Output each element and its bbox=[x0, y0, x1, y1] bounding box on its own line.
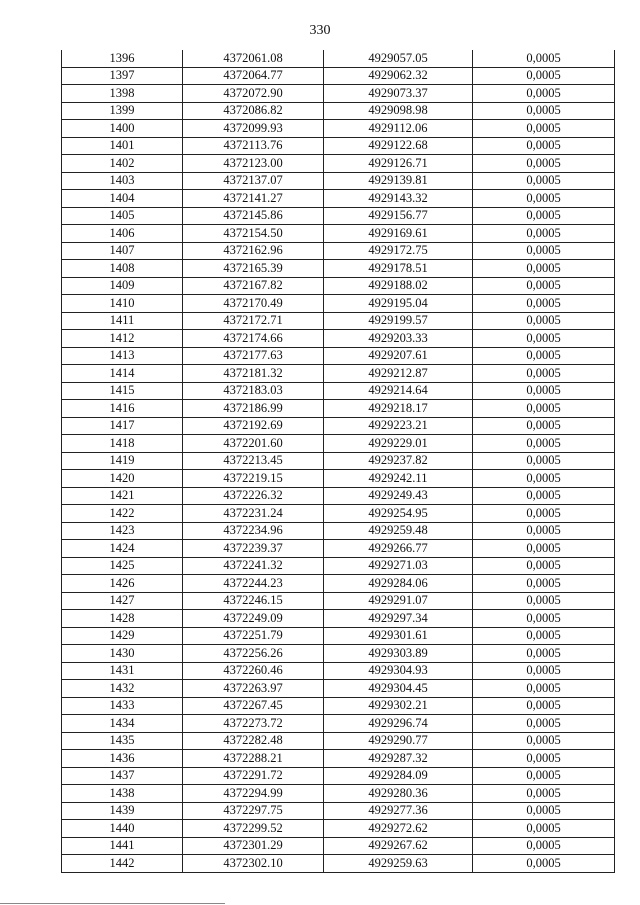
coordinates-table bbox=[61, 50, 615, 873]
point-number-cell: 1436 bbox=[62, 750, 183, 768]
point-number-cell: 1405 bbox=[62, 207, 183, 225]
point-number-cell: 1401 bbox=[62, 137, 183, 155]
point-number-cell: 1410 bbox=[62, 295, 183, 313]
table-row bbox=[62, 732, 615, 750]
y-coordinate-cell: 4929272.62 bbox=[324, 820, 473, 838]
table-row bbox=[62, 837, 615, 855]
y-coordinate-cell: 4929242.11 bbox=[324, 470, 473, 488]
y-coordinate-cell: 4929214.64 bbox=[324, 382, 473, 400]
value-cell: 0,0005 bbox=[473, 417, 615, 435]
x-coordinate-cell: 4372282.48 bbox=[183, 732, 324, 750]
table-row bbox=[62, 697, 615, 715]
point-number-cell: 1441 bbox=[62, 837, 183, 855]
x-coordinate-cell: 4372172.71 bbox=[183, 312, 324, 330]
table-row bbox=[62, 802, 615, 820]
x-coordinate-cell: 4372113.76 bbox=[183, 137, 324, 155]
y-coordinate-cell: 4929271.03 bbox=[324, 557, 473, 575]
point-number-cell: 1415 bbox=[62, 382, 183, 400]
x-coordinate-cell: 4372170.49 bbox=[183, 295, 324, 313]
x-coordinate-cell: 4372273.72 bbox=[183, 715, 324, 733]
point-number-cell: 1397 bbox=[62, 67, 183, 85]
value-cell: 0,0005 bbox=[473, 645, 615, 663]
x-coordinate-cell: 4372145.86 bbox=[183, 207, 324, 225]
point-number-cell: 1402 bbox=[62, 155, 183, 173]
x-coordinate-cell: 4372137.07 bbox=[183, 172, 324, 190]
table-row bbox=[62, 172, 615, 190]
x-coordinate-cell: 4372192.69 bbox=[183, 417, 324, 435]
point-number-cell: 1432 bbox=[62, 680, 183, 698]
y-coordinate-cell: 4929218.17 bbox=[324, 400, 473, 418]
y-coordinate-cell: 4929062.32 bbox=[324, 67, 473, 85]
table-row bbox=[62, 610, 615, 628]
table-row bbox=[62, 417, 615, 435]
value-cell: 0,0005 bbox=[473, 487, 615, 505]
x-coordinate-cell: 4372072.90 bbox=[183, 85, 324, 103]
table-row bbox=[62, 67, 615, 85]
point-number-cell: 1403 bbox=[62, 172, 183, 190]
x-coordinate-cell: 4372061.08 bbox=[183, 50, 324, 67]
x-coordinate-cell: 4372186.99 bbox=[183, 400, 324, 418]
table-row bbox=[62, 435, 615, 453]
table-row bbox=[62, 382, 615, 400]
value-cell: 0,0005 bbox=[473, 470, 615, 488]
y-coordinate-cell: 4929178.51 bbox=[324, 260, 473, 278]
point-number-cell: 1406 bbox=[62, 225, 183, 243]
value-cell: 0,0005 bbox=[473, 452, 615, 470]
point-number-cell: 1433 bbox=[62, 697, 183, 715]
value-cell: 0,0005 bbox=[473, 207, 615, 225]
table-row bbox=[62, 312, 615, 330]
y-coordinate-cell: 4929112.06 bbox=[324, 120, 473, 138]
value-cell: 0,0005 bbox=[473, 277, 615, 295]
y-coordinate-cell: 4929143.32 bbox=[324, 190, 473, 208]
value-cell: 0,0005 bbox=[473, 540, 615, 558]
y-coordinate-cell: 4929139.81 bbox=[324, 172, 473, 190]
y-coordinate-cell: 4929237.82 bbox=[324, 452, 473, 470]
point-number-cell: 1422 bbox=[62, 505, 183, 523]
y-coordinate-cell: 4929297.34 bbox=[324, 610, 473, 628]
x-coordinate-cell: 4372302.10 bbox=[183, 855, 324, 873]
value-cell: 0,0005 bbox=[473, 505, 615, 523]
y-coordinate-cell: 4929195.04 bbox=[324, 295, 473, 313]
point-number-cell: 1408 bbox=[62, 260, 183, 278]
point-number-cell: 1439 bbox=[62, 802, 183, 820]
x-coordinate-cell: 4372241.32 bbox=[183, 557, 324, 575]
table-row bbox=[62, 487, 615, 505]
y-coordinate-cell: 4929057.05 bbox=[324, 50, 473, 67]
value-cell: 0,0005 bbox=[473, 225, 615, 243]
table-row bbox=[62, 645, 615, 663]
y-coordinate-cell: 4929259.63 bbox=[324, 855, 473, 873]
y-coordinate-cell: 4929284.09 bbox=[324, 767, 473, 785]
value-cell: 0,0005 bbox=[473, 85, 615, 103]
y-coordinate-cell: 4929259.48 bbox=[324, 522, 473, 540]
table-row bbox=[62, 540, 615, 558]
value-cell: 0,0005 bbox=[473, 855, 615, 873]
point-number-cell: 1396 bbox=[62, 50, 183, 67]
x-coordinate-cell: 4372141.27 bbox=[183, 190, 324, 208]
point-number-cell: 1431 bbox=[62, 662, 183, 680]
table-row bbox=[62, 50, 615, 67]
value-cell: 0,0005 bbox=[473, 365, 615, 383]
y-coordinate-cell: 4929304.93 bbox=[324, 662, 473, 680]
table-row bbox=[62, 225, 615, 243]
value-cell: 0,0005 bbox=[473, 680, 615, 698]
value-cell: 0,0005 bbox=[473, 155, 615, 173]
y-coordinate-cell: 4929291.07 bbox=[324, 592, 473, 610]
table-row bbox=[62, 137, 615, 155]
x-coordinate-cell: 4372267.45 bbox=[183, 697, 324, 715]
table-row bbox=[62, 85, 615, 103]
table-row bbox=[62, 330, 615, 348]
point-number-cell: 1429 bbox=[62, 627, 183, 645]
table-row bbox=[62, 242, 615, 260]
y-coordinate-cell: 4929212.87 bbox=[324, 365, 473, 383]
value-cell: 0,0005 bbox=[473, 382, 615, 400]
y-coordinate-cell: 4929188.02 bbox=[324, 277, 473, 295]
value-cell: 0,0005 bbox=[473, 592, 615, 610]
y-coordinate-cell: 4929287.32 bbox=[324, 750, 473, 768]
table-row bbox=[62, 120, 615, 138]
x-coordinate-cell: 4372234.96 bbox=[183, 522, 324, 540]
x-coordinate-cell: 4372256.26 bbox=[183, 645, 324, 663]
y-coordinate-cell: 4929304.45 bbox=[324, 680, 473, 698]
x-coordinate-cell: 4372165.39 bbox=[183, 260, 324, 278]
value-cell: 0,0005 bbox=[473, 172, 615, 190]
point-number-cell: 1416 bbox=[62, 400, 183, 418]
value-cell: 0,0005 bbox=[473, 522, 615, 540]
x-coordinate-cell: 4372288.21 bbox=[183, 750, 324, 768]
value-cell: 0,0005 bbox=[473, 400, 615, 418]
point-number-cell: 1418 bbox=[62, 435, 183, 453]
page-bottom-rule bbox=[0, 903, 225, 904]
point-number-cell: 1411 bbox=[62, 312, 183, 330]
table-row bbox=[62, 295, 615, 313]
point-number-cell: 1412 bbox=[62, 330, 183, 348]
x-coordinate-cell: 4372244.23 bbox=[183, 575, 324, 593]
point-number-cell: 1404 bbox=[62, 190, 183, 208]
table-row bbox=[62, 715, 615, 733]
y-coordinate-cell: 4929122.68 bbox=[324, 137, 473, 155]
point-number-cell: 1409 bbox=[62, 277, 183, 295]
table-row bbox=[62, 452, 615, 470]
value-cell: 0,0005 bbox=[473, 120, 615, 138]
x-coordinate-cell: 4372086.82 bbox=[183, 102, 324, 120]
x-coordinate-cell: 4372201.60 bbox=[183, 435, 324, 453]
point-number-cell: 1428 bbox=[62, 610, 183, 628]
y-coordinate-cell: 4929207.61 bbox=[324, 347, 473, 365]
point-number-cell: 1399 bbox=[62, 102, 183, 120]
x-coordinate-cell: 4372299.52 bbox=[183, 820, 324, 838]
value-cell: 0,0005 bbox=[473, 610, 615, 628]
y-coordinate-cell: 4929303.89 bbox=[324, 645, 473, 663]
coordinates-table-body bbox=[62, 50, 615, 872]
x-coordinate-cell: 4372162.96 bbox=[183, 242, 324, 260]
point-number-cell: 1425 bbox=[62, 557, 183, 575]
y-coordinate-cell: 4929126.71 bbox=[324, 155, 473, 173]
page-number: 330 bbox=[309, 23, 331, 38]
y-coordinate-cell: 4929172.75 bbox=[324, 242, 473, 260]
point-number-cell: 1438 bbox=[62, 785, 183, 803]
point-number-cell: 1413 bbox=[62, 347, 183, 365]
table-row bbox=[62, 522, 615, 540]
value-cell: 0,0005 bbox=[473, 295, 615, 313]
value-cell: 0,0005 bbox=[473, 347, 615, 365]
x-coordinate-cell: 4372239.37 bbox=[183, 540, 324, 558]
x-coordinate-cell: 4372301.29 bbox=[183, 837, 324, 855]
table-row bbox=[62, 505, 615, 523]
y-coordinate-cell: 4929199.57 bbox=[324, 312, 473, 330]
value-cell: 0,0005 bbox=[473, 312, 615, 330]
point-number-cell: 1435 bbox=[62, 732, 183, 750]
point-number-cell: 1400 bbox=[62, 120, 183, 138]
x-coordinate-cell: 4372174.66 bbox=[183, 330, 324, 348]
value-cell: 0,0005 bbox=[473, 102, 615, 120]
table-row bbox=[62, 820, 615, 838]
table-row bbox=[62, 750, 615, 768]
table-row bbox=[62, 575, 615, 593]
table-row bbox=[62, 400, 615, 418]
value-cell: 0,0005 bbox=[473, 820, 615, 838]
point-number-cell: 1421 bbox=[62, 487, 183, 505]
x-coordinate-cell: 4372167.82 bbox=[183, 277, 324, 295]
table-row bbox=[62, 627, 615, 645]
value-cell: 0,0005 bbox=[473, 190, 615, 208]
y-coordinate-cell: 4929284.06 bbox=[324, 575, 473, 593]
x-coordinate-cell: 4372226.32 bbox=[183, 487, 324, 505]
value-cell: 0,0005 bbox=[473, 715, 615, 733]
x-coordinate-cell: 4372183.03 bbox=[183, 382, 324, 400]
point-number-cell: 1419 bbox=[62, 452, 183, 470]
value-cell: 0,0005 bbox=[473, 557, 615, 575]
x-coordinate-cell: 4372099.93 bbox=[183, 120, 324, 138]
table-row bbox=[62, 767, 615, 785]
table-row bbox=[62, 260, 615, 278]
value-cell: 0,0005 bbox=[473, 767, 615, 785]
y-coordinate-cell: 4929254.95 bbox=[324, 505, 473, 523]
x-coordinate-cell: 4372249.09 bbox=[183, 610, 324, 628]
table-row bbox=[62, 347, 615, 365]
value-cell: 0,0005 bbox=[473, 785, 615, 803]
table-row bbox=[62, 785, 615, 803]
y-coordinate-cell: 4929156.77 bbox=[324, 207, 473, 225]
x-coordinate-cell: 4372219.15 bbox=[183, 470, 324, 488]
x-coordinate-cell: 4372177.63 bbox=[183, 347, 324, 365]
y-coordinate-cell: 4929280.36 bbox=[324, 785, 473, 803]
y-coordinate-cell: 4929266.77 bbox=[324, 540, 473, 558]
value-cell: 0,0005 bbox=[473, 837, 615, 855]
x-coordinate-cell: 4372263.97 bbox=[183, 680, 324, 698]
point-number-cell: 1440 bbox=[62, 820, 183, 838]
y-coordinate-cell: 4929073.37 bbox=[324, 85, 473, 103]
table-row bbox=[62, 190, 615, 208]
x-coordinate-cell: 4372260.46 bbox=[183, 662, 324, 680]
point-number-cell: 1398 bbox=[62, 85, 183, 103]
x-coordinate-cell: 4372231.24 bbox=[183, 505, 324, 523]
table-row bbox=[62, 855, 615, 873]
table-row bbox=[62, 155, 615, 173]
value-cell: 0,0005 bbox=[473, 627, 615, 645]
table-row bbox=[62, 102, 615, 120]
table-row bbox=[62, 365, 615, 383]
y-coordinate-cell: 4929301.61 bbox=[324, 627, 473, 645]
x-coordinate-cell: 4372291.72 bbox=[183, 767, 324, 785]
value-cell: 0,0005 bbox=[473, 50, 615, 67]
x-coordinate-cell: 4372246.15 bbox=[183, 592, 324, 610]
value-cell: 0,0005 bbox=[473, 67, 615, 85]
value-cell: 0,0005 bbox=[473, 242, 615, 260]
y-coordinate-cell: 4929223.21 bbox=[324, 417, 473, 435]
y-coordinate-cell: 4929277.36 bbox=[324, 802, 473, 820]
table-row bbox=[62, 207, 615, 225]
value-cell: 0,0005 bbox=[473, 697, 615, 715]
value-cell: 0,0005 bbox=[473, 662, 615, 680]
table-row bbox=[62, 277, 615, 295]
x-coordinate-cell: 4372064.77 bbox=[183, 67, 324, 85]
value-cell: 0,0005 bbox=[473, 732, 615, 750]
x-coordinate-cell: 4372297.75 bbox=[183, 802, 324, 820]
point-number-cell: 1420 bbox=[62, 470, 183, 488]
value-cell: 0,0005 bbox=[473, 137, 615, 155]
value-cell: 0,0005 bbox=[473, 802, 615, 820]
point-number-cell: 1407 bbox=[62, 242, 183, 260]
table-row bbox=[62, 680, 615, 698]
point-number-cell: 1427 bbox=[62, 592, 183, 610]
x-coordinate-cell: 4372154.50 bbox=[183, 225, 324, 243]
y-coordinate-cell: 4929302.21 bbox=[324, 697, 473, 715]
x-coordinate-cell: 4372123.00 bbox=[183, 155, 324, 173]
x-coordinate-cell: 4372251.79 bbox=[183, 627, 324, 645]
y-coordinate-cell: 4929290.77 bbox=[324, 732, 473, 750]
y-coordinate-cell: 4929169.61 bbox=[324, 225, 473, 243]
point-number-cell: 1423 bbox=[62, 522, 183, 540]
x-coordinate-cell: 4372294.99 bbox=[183, 785, 324, 803]
point-number-cell: 1434 bbox=[62, 715, 183, 733]
table-row bbox=[62, 592, 615, 610]
y-coordinate-cell: 4929229.01 bbox=[324, 435, 473, 453]
value-cell: 0,0005 bbox=[473, 435, 615, 453]
value-cell: 0,0005 bbox=[473, 330, 615, 348]
point-number-cell: 1437 bbox=[62, 767, 183, 785]
point-number-cell: 1442 bbox=[62, 855, 183, 873]
y-coordinate-cell: 4929098.98 bbox=[324, 102, 473, 120]
y-coordinate-cell: 4929249.43 bbox=[324, 487, 473, 505]
x-coordinate-cell: 4372181.32 bbox=[183, 365, 324, 383]
point-number-cell: 1426 bbox=[62, 575, 183, 593]
y-coordinate-cell: 4929203.33 bbox=[324, 330, 473, 348]
value-cell: 0,0005 bbox=[473, 750, 615, 768]
point-number-cell: 1424 bbox=[62, 540, 183, 558]
value-cell: 0,0005 bbox=[473, 575, 615, 593]
point-number-cell: 1414 bbox=[62, 365, 183, 383]
y-coordinate-cell: 4929296.74 bbox=[324, 715, 473, 733]
table-row bbox=[62, 557, 615, 575]
table-row bbox=[62, 470, 615, 488]
point-number-cell: 1430 bbox=[62, 645, 183, 663]
value-cell: 0,0005 bbox=[473, 260, 615, 278]
x-coordinate-cell: 4372213.45 bbox=[183, 452, 324, 470]
y-coordinate-cell: 4929267.62 bbox=[324, 837, 473, 855]
point-number-cell: 1417 bbox=[62, 417, 183, 435]
table-row bbox=[62, 662, 615, 680]
